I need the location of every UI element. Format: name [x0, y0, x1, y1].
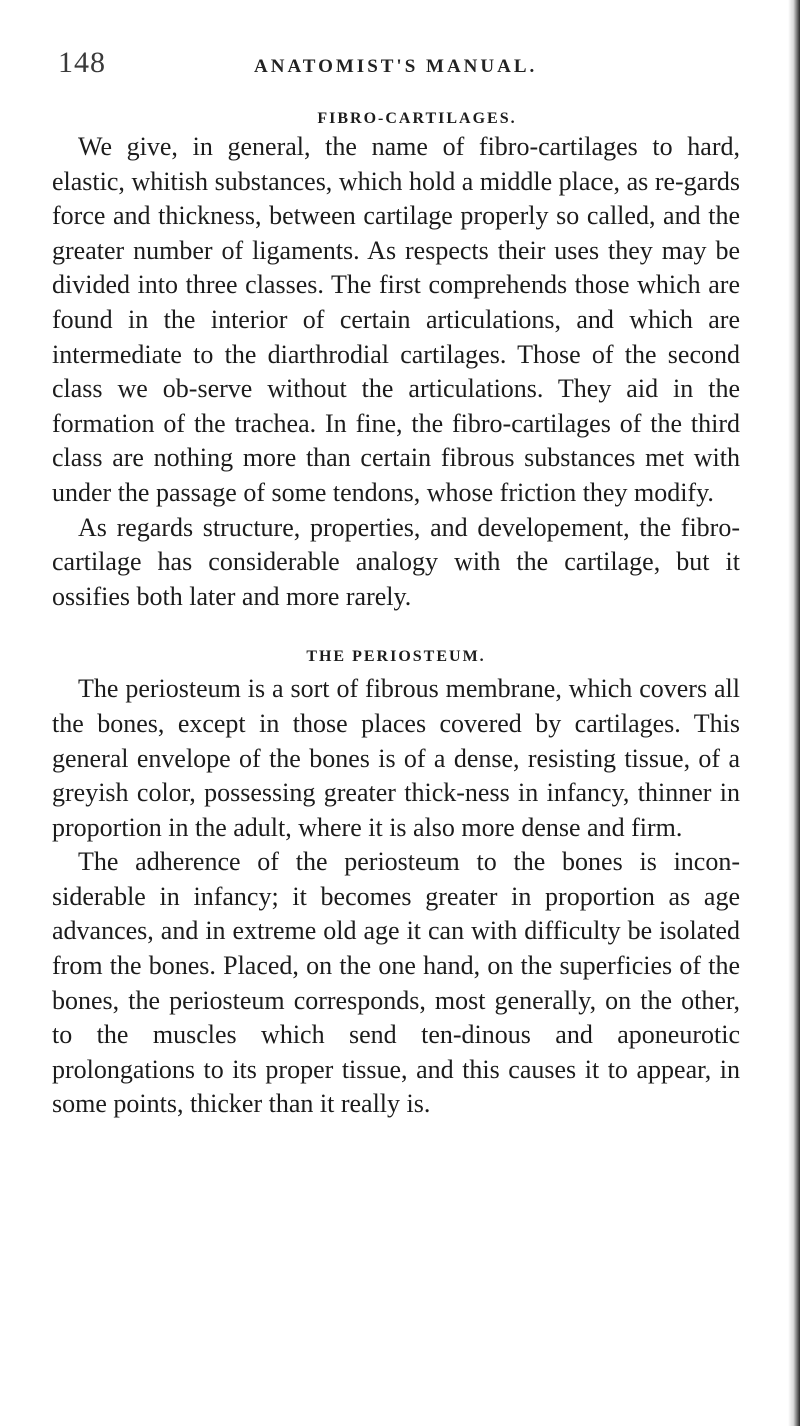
running-title: ANATOMIST'S MANUAL.	[254, 56, 538, 77]
section-heading-fibro-cartilages: FIBRO-CARTILAGES.	[317, 110, 517, 127]
paragraph: The periosteum is a sort of fibrous membrane, which covers all the bones, except in those places covered by cartilages. This general envelope of the bones is of a dense, resisting tissue, of a greyish color, possessing greater thick-ness in infancy, thinner in proportion in the adult, where it is also more dense and firm.	[52, 674, 740, 842]
section-heading-periosteum: THE PERIOSTEUM.	[306, 648, 486, 666]
paragraph: We give, in general, the name of fibro-cartilages to hard, elastic, whitish substances, which hold a middle place, as re-gards force and thickness, between cartilage properly so called, and the greater number of ligaments. As respects their uses they may be divided into three classes. The first comprehends those which are found in the interior of certain articulations, and which are intermediate to the diarthrodial cartilages. Those of the second class we ob-serve without the articulations. They aid in the formation of the trachea. In fine, the fibro-cartilages of the third class are nothing more than certain fibrous substances met with under the passage of some tendons, whose friction they modify.	[52, 132, 740, 507]
running-head	[58, 46, 748, 86]
page-content	[52, 108, 740, 1122]
page-number: 148	[58, 46, 106, 79]
paragraph: As regards structure, properties, and developement, the fibro-cartilage has considerable analogy with the cartilage, but it ossifies both later and more rarely.	[52, 512, 740, 611]
paragraph: The adherence of the periosteum to the bones is incon-siderable in infancy; it becomes greater in proportion as age advances, and in extreme old age it can with difficulty be isolated from the bones. Placed, on the one hand, on the superficies of the bones, the periosteum corresponds, most generally, on the other, to the muscles which send ten-dinous and aponeurotic prolongations to its proper tissue, and this causes it to appear, in some points, thicker than it really is.	[52, 847, 740, 1119]
page-edge-shadow	[788, 0, 800, 1426]
